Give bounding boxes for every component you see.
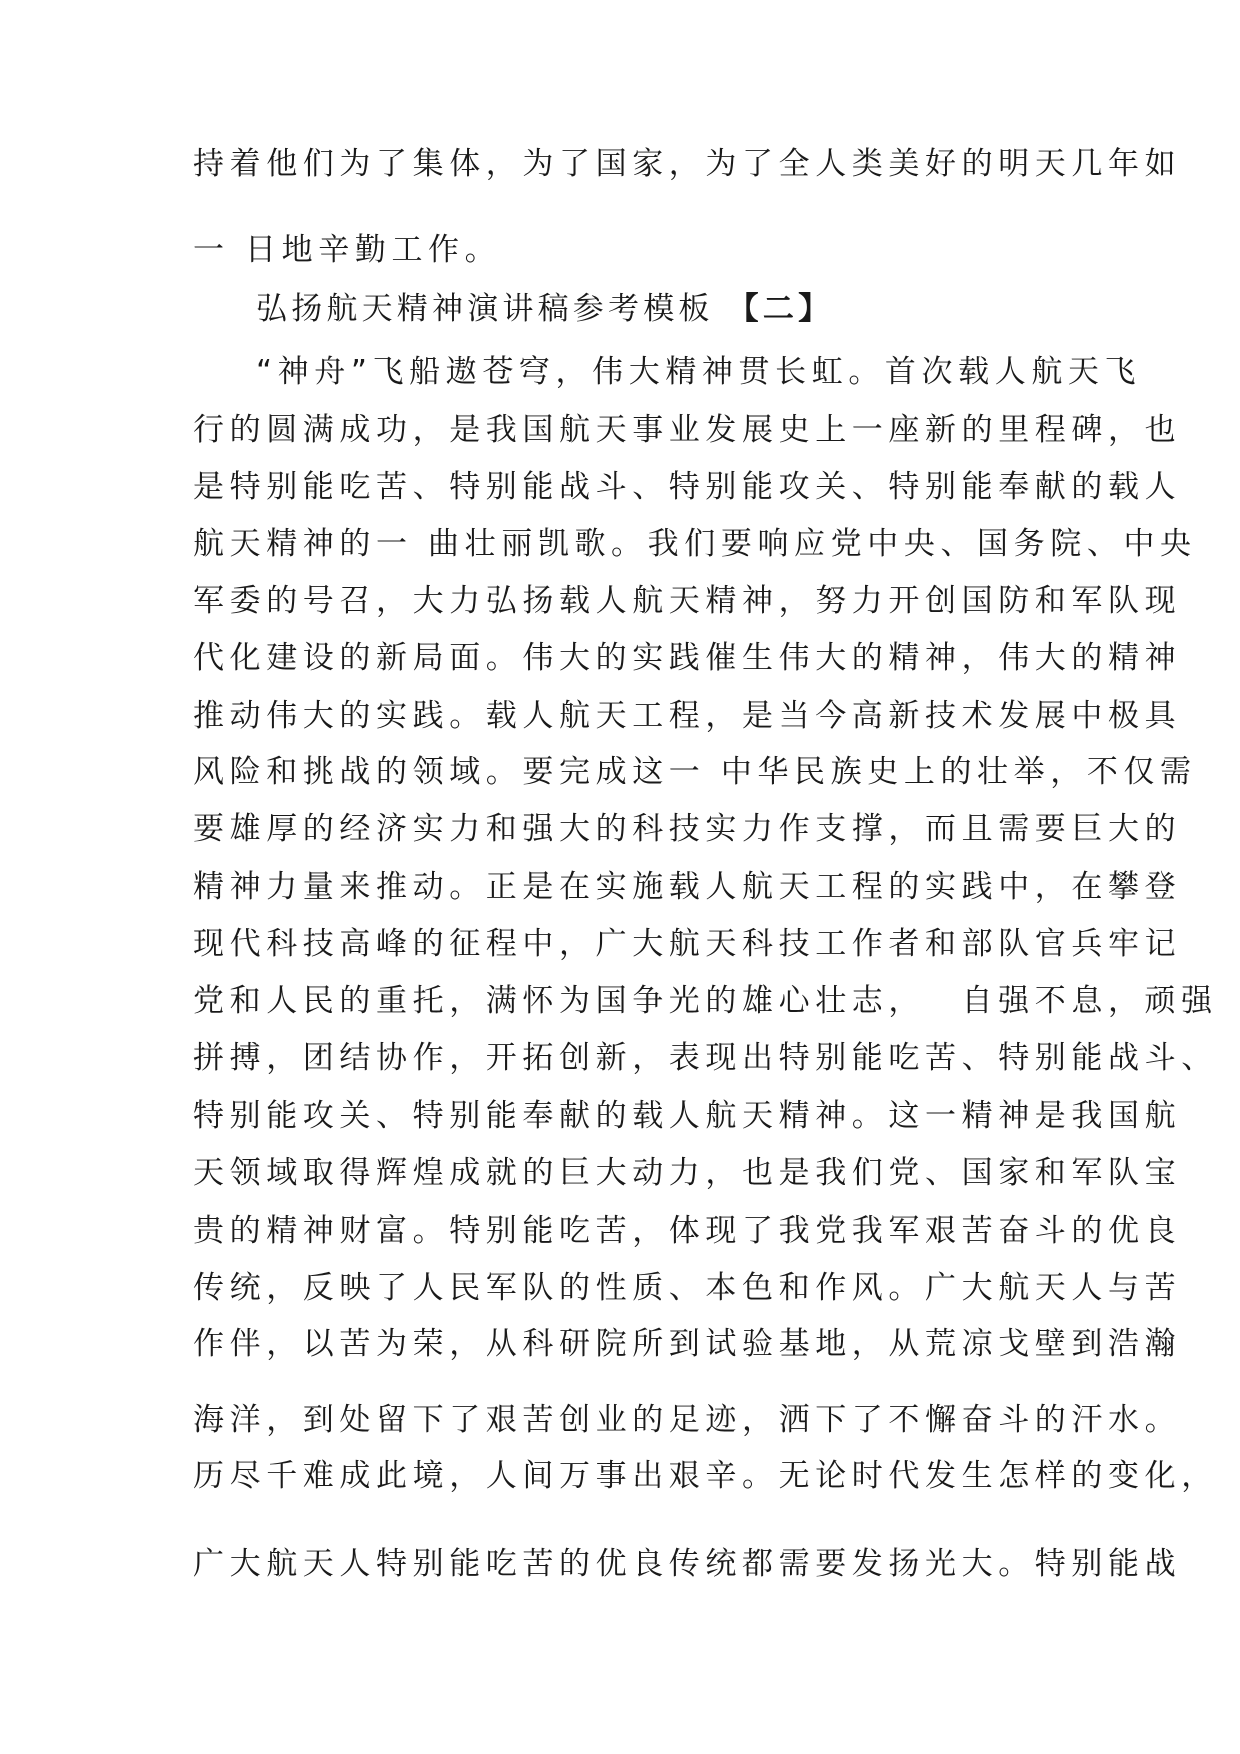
body-line-11: 现代科技高峰的征程中，广大航天科技工作者和部队官兵牢记 <box>193 926 1182 962</box>
intro-line-1: 持着他们为了集体，为了国家，为了全人类美好的明天几年如 <box>193 146 1182 182</box>
section-heading <box>256 289 833 329</box>
body-line-17: 传统，反映了人民军队的性质、本色和作风。广大航天人与苦 <box>193 1270 1182 1306</box>
body-line-18: 作伴，以苦为荣，从科研院所到试验基地，从荒凉戈壁到浩瀚 <box>193 1326 1182 1362</box>
body-line-1: “神舟”飞船遨苍穹，伟大精神贯长虹。首次载人航天飞 <box>256 354 1142 390</box>
body-line-6: 代化建设的新局面。伟大的实践催生伟大的精神，伟大的精神 <box>193 640 1182 676</box>
body-line-8: 风险和挑战的领域。要完成这一 中华民族史上的壮举，不仅需 <box>193 754 1197 790</box>
body-line-14: 特别能攻关、特别能奉献的载人航天精神。这一精神是我国航 <box>193 1098 1182 1134</box>
body-line-20: 历尽千难成此境，人间万事出艰辛。无论时代发生怎样的变化， <box>193 1458 1218 1494</box>
body-line-16: 贵的精神财富。特别能吃苦，体现了我党我军艰苦奋斗的优良 <box>193 1213 1182 1249</box>
body-line-5: 军委的号召，大力弘扬载人航天精神，努力开创国防和军队现 <box>193 583 1182 619</box>
body-line-21: 广大航天人特别能吃苦的优良传统都需要发扬光大。特别能战 <box>193 1546 1182 1582</box>
body-line-13: 拼搏，团结协作，开拓创新，表现出特别能吃苦、特别能战斗、 <box>193 1040 1218 1076</box>
body-line-12: 党和人民的重托，满怀为国争光的雄心壮志， 自强不息，顽强 <box>193 983 1218 1019</box>
body-line-9: 要雄厚的经济实力和强大的科技实力作支撑，而且需要巨大的 <box>193 811 1182 847</box>
body-line-4: 航天精神的一 曲壮丽凯歌。我们要响应党中央、国务院、中央 <box>193 526 1197 562</box>
body-line-3: 是特别能吃苦、特别能战斗、特别能攻关、特别能奉献的载人 <box>193 469 1182 505</box>
body-line-19: 海洋，到处留下了艰苦创业的足迹，洒下了不懈奋斗的汗水。 <box>193 1402 1182 1438</box>
section-marker: 【二】 <box>727 291 834 327</box>
body-line-15: 天领域取得辉煌成就的巨大动力，也是我们党、国家和军队宝 <box>193 1155 1182 1191</box>
section-title: 弘扬航天精神演讲稿参考模板 <box>256 291 714 327</box>
body-line-7: 推动伟大的实践。载人航天工程，是当今高新技术发展中极具 <box>193 698 1182 734</box>
body-line-2: 行的圆满成功，是我国航天事业发展史上一座新的里程碑，也 <box>193 412 1182 448</box>
body-line-10: 精神力量来推动。正是在实施载人航天工程的实践中，在攀登 <box>193 869 1182 905</box>
intro-line-2: 一 日地辛勤工作。 <box>193 232 502 268</box>
